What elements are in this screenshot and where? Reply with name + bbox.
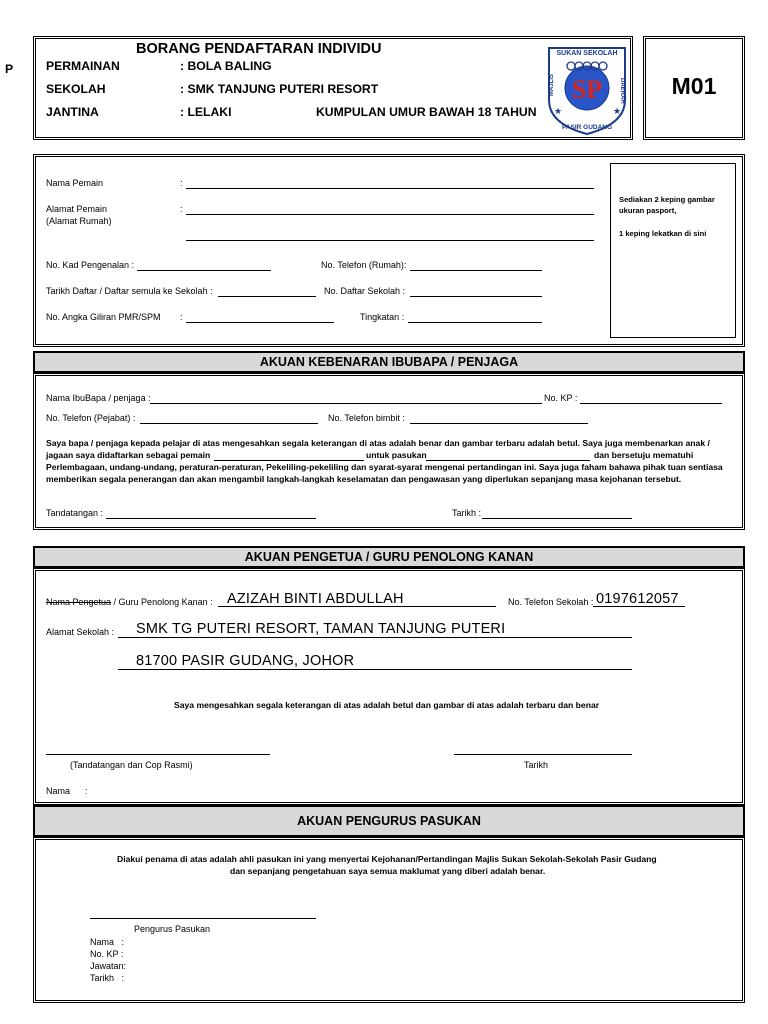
no-daftar-line[interactable] bbox=[410, 296, 542, 297]
svg-text:★: ★ bbox=[613, 106, 622, 116]
pasukan-line[interactable] bbox=[426, 460, 590, 461]
photo-instruction-2: ukuran pasport, bbox=[619, 206, 677, 215]
svg-text:DAERAH: DAERAH bbox=[619, 78, 625, 104]
tandatangan-label: Tandatangan : bbox=[46, 508, 104, 518]
parent-heading: AKUAN KEBENARAN IBUBAPA / PENJAGA bbox=[33, 351, 745, 373]
svg-text:SUKAN SEKOLAH: SUKAN SEKOLAH bbox=[556, 50, 618, 57]
alamat-sekolah-value-1[interactable]: SMK TG PUTERI RESORT, TAMAN TANJUNG PUTERI bbox=[136, 621, 506, 637]
no-kp-label: No. KP : bbox=[544, 393, 578, 403]
colon: : bbox=[180, 312, 183, 322]
parent-declaration-line-4: memberikan segala penerangan dan akan mengambil langkah-langkah keselamatan dan pengawasan yang diperlukan sepanjang masa kejohanan tersebut. bbox=[46, 474, 682, 484]
nama-ibubapa-label: Nama IbuBapa / penjaga : bbox=[46, 393, 151, 403]
header-label-sekolah: SEKOLAH bbox=[46, 82, 106, 96]
p-mark: P bbox=[5, 62, 14, 76]
svg-text:★: ★ bbox=[554, 106, 563, 116]
tel-sekolah-value[interactable]: 0197612057 bbox=[596, 591, 679, 607]
tarikh-label: Tarikh : bbox=[452, 508, 482, 518]
team-field-nama: Nama : bbox=[90, 937, 125, 947]
alamat-sekolah-value-2[interactable]: 81700 PASIR GUDANG, JOHOR bbox=[136, 653, 355, 669]
tingkatan-line[interactable] bbox=[408, 322, 542, 323]
tarikh-daftar-line[interactable] bbox=[218, 296, 316, 297]
principal-name-label bbox=[46, 597, 213, 607]
nama-pengetua-struck: Nama Pengetua bbox=[46, 597, 112, 607]
colon: : bbox=[180, 178, 183, 188]
tel-sekolah-label: No. Telefon Sekolah : bbox=[508, 597, 594, 607]
kad-label: No. Kad Pengenalan : bbox=[46, 260, 135, 270]
pemain-line[interactable] bbox=[214, 460, 364, 461]
principal-heading: AKUAN PENGETUA / GURU PENOLONG KANAN bbox=[33, 546, 745, 568]
principal-signature-label: (Tandatangan dan Cop Rasmi) bbox=[70, 760, 193, 770]
tel-rumah-line[interactable] bbox=[410, 270, 542, 271]
team-signature-line[interactable] bbox=[90, 918, 316, 919]
team-field-jawatan: Jawatan: bbox=[90, 961, 127, 971]
principal-date-label: Tarikh bbox=[524, 760, 549, 770]
tel-bimbit-line[interactable] bbox=[410, 423, 588, 424]
principal-signature-line[interactable] bbox=[46, 754, 270, 755]
guru-penolong-kanan-label: / Guru Penolong Kanan : bbox=[111, 597, 213, 607]
kad-line[interactable] bbox=[137, 270, 271, 271]
header-value-jantina: : LELAKI bbox=[180, 105, 232, 119]
tandatangan-line[interactable] bbox=[106, 518, 316, 519]
photo-instruction-1: Sediakan 2 keping gambar bbox=[619, 195, 715, 204]
form-code: M01 bbox=[671, 73, 717, 99]
team-field-no-kp: No. KP : bbox=[90, 949, 124, 959]
angka-giliran-label: No. Angka Giliran PMR/SPM bbox=[46, 312, 161, 322]
no-kp-line[interactable] bbox=[580, 403, 722, 404]
nama-pemain-label: Nama Pemain bbox=[46, 178, 104, 188]
no-daftar-label: No. Daftar Sekolah : bbox=[324, 286, 406, 296]
nama-ibubapa-line[interactable] bbox=[150, 403, 542, 404]
tel-pejabat-line[interactable] bbox=[140, 423, 318, 424]
colon: : bbox=[180, 204, 183, 214]
alamat-rumah-label: (Alamat Rumah) bbox=[46, 216, 112, 226]
svg-text:PASIR GUDANG: PASIR GUDANG bbox=[561, 124, 613, 131]
parent-declaration-line-1: Saya bapa / penjaga kepada pelajar di atas mengesahkan segala keterangan di atas adalah benar dan gambar terbaru adalah betul. Saya juga membenarkan anak / bbox=[46, 438, 710, 448]
angka-giliran-line[interactable] bbox=[186, 322, 334, 323]
svg-text:MAJLIS: MAJLIS bbox=[549, 73, 555, 96]
school-sports-logo bbox=[543, 38, 631, 136]
tel-rumah-label: No. Telefon (Rumah): bbox=[321, 260, 407, 270]
alamat-pemain-label: Alamat Pemain bbox=[46, 204, 108, 214]
tel-bimbit-label: No. Telefon bimbit : bbox=[328, 413, 405, 423]
header-label-permainan: PERMAINAN bbox=[46, 59, 120, 73]
photo-box[interactable] bbox=[610, 163, 736, 338]
header-label-jantina: JANTINA bbox=[46, 105, 99, 119]
team-heading: AKUAN PENGURUS PASUKAN bbox=[33, 805, 745, 837]
form-title: BORANG PENDAFTARAN INDIVIDU bbox=[136, 41, 382, 57]
tarikh-line[interactable] bbox=[482, 518, 632, 519]
tingkatan-label: Tingkatan : bbox=[360, 312, 405, 322]
pengurus-pasukan-label: Pengurus Pasukan bbox=[134, 924, 211, 934]
team-declaration-line-2: dan sepanjang pengetahuan saya semua maklumat yang diberi adalah benar. bbox=[230, 866, 546, 876]
team-declaration-line-1: Diakui penama di atas adalah ahli pasukan ini yang menyertai Kejohanan/Pertandingan Majlis Sukan Sekolah-Sekolah Pasir Gudang bbox=[117, 854, 657, 864]
parent-declaration-line-2c: dan bersetuju mematuhi bbox=[594, 450, 694, 460]
header-value-permainan: : BOLA BALING bbox=[180, 59, 272, 73]
parent-declaration-line-3: Perlembagaan, undang-undang, peraturan-peraturan, Pekeliling-pekeliling dan syarat-syarat mengenai pertandingan ini. Saya juga faham bahawa pihak tuan sentiasa bbox=[46, 462, 723, 472]
nama-pemain-line[interactable] bbox=[186, 188, 594, 189]
tarikh-daftar-label: Tarikh Daftar / Daftar semula ke Sekolah : bbox=[46, 286, 213, 296]
header-value-sekolah: : SMK TANJUNG PUTERI RESORT bbox=[180, 82, 379, 96]
svg-text:SP: SP bbox=[571, 75, 603, 104]
photo-instruction-3: 1 keping lekatkan di sini bbox=[619, 229, 707, 238]
age-group: KUMPULAN UMUR BAWAH 18 TAHUN bbox=[316, 105, 537, 119]
team-field-tarikh: Tarikh : bbox=[90, 973, 125, 983]
parent-declaration-line-2a: jagaan saya didaftarkan sebagai pemain bbox=[46, 450, 211, 460]
principal-nama-label: Nama : bbox=[46, 786, 88, 796]
alamat-line-1[interactable] bbox=[186, 214, 594, 215]
alamat-line-2[interactable] bbox=[186, 240, 594, 241]
principal-name-value[interactable]: AZIZAH BINTI ABDULLAH bbox=[227, 591, 404, 607]
principal-declaration: Saya mengesahkan segala keterangan di atas adalah betul dan gambar di atas adalah terbaru dan benar bbox=[174, 700, 600, 710]
principal-date-line[interactable] bbox=[454, 754, 632, 755]
alamat-sekolah-label: Alamat Sekolah : bbox=[46, 627, 115, 637]
parent-declaration-line-2b: untuk pasukan bbox=[366, 450, 427, 460]
alamat-sekolah-line-1[interactable] bbox=[118, 637, 632, 638]
tel-pejabat-label: No. Telefon (Pejabat) : bbox=[46, 413, 136, 423]
alamat-sekolah-line-2[interactable] bbox=[118, 669, 632, 670]
